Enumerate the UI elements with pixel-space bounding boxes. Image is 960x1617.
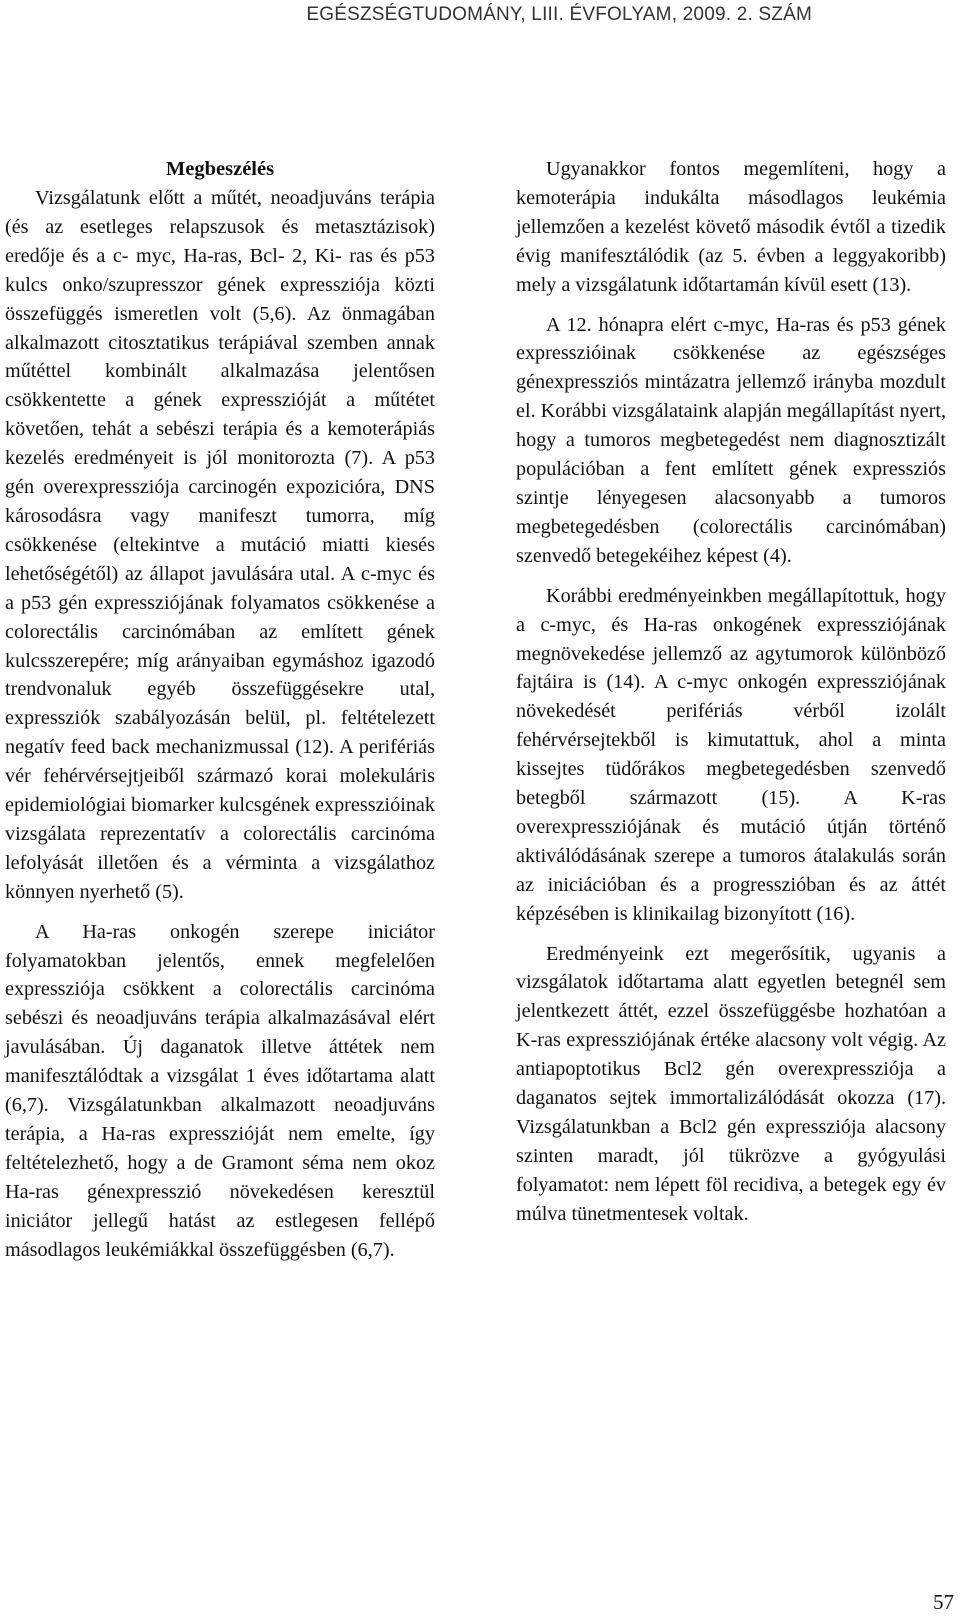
paragraph: A Ha-ras onkogén szerepe iniciátor folyamatokban jelentős, ennek megfelelően expressziója csökkent a colorectális carcinóma sebészi és neoadjuváns terápia alkalmazásával elért javulásában. Új daganatok illetve áttétek nem manifesztálódtak a vizsgálat 1 éves időtartama alatt (6,7). Vizsgálatunkban alkalmazott neoadjuváns terápia, a Ha-ras expresszióját nem emelte, így feltételezhető, hogy a de Gramont séma nem okoz Ha-ras génexpresszió növekedésen keresztül iniciátor jellegű hatást az estlegesen fellépő másodlagos leukémiákkal összefüggésben (6,7). xyxy=(5,920,435,1261)
left-column xyxy=(5,155,435,1265)
paragraph: Ugyanakkor fontos megemlíteni, hogy a kemoterápia indukálta másodlagos leukémia jellemzően a kezelést követő második évtől a tizedik évig manifesztálódik (az 5. évben a leggyakoribb) mely a vizsgálatunk időtartamán kívül esett (13). xyxy=(516,158,946,296)
paragraph: Eredményeink ezt megerősítik, ugyanis a vizsgálatok időtartama alatt egyetlen betegnél sem jelentkezett áttét, ezzel összefüggésbe hozhatóan a K-ras expressziójának értéke alacsony volt végig. Az antiapoptotikus Bcl2 gén overexpressziója a daganatos sejtek immortalizálódását okozza (17). Vizsgálatunkban a Bcl2 gén expressziója alacsony szinten maradt, jól tükrözve a gyógyulási folyamatot: nem lépett föl recidiva, a betegek egy év múlva tünetmentesek voltak. xyxy=(516,942,946,1225)
page-number: 57 xyxy=(933,1590,954,1614)
paragraph: A 12. hónapra elért c-myc, Ha-ras és p53 gének expresszióinak csökkenése az egészséges génexpressziós mintázatra jellemző irányba mozdult el. Korábbi vizsgálataink alapján megállapítást nyert, hogy a tumoros megbetegedést nem diagnosztizált populációban a fent említett gének expressziós szintje lényegesen alacsonyabb a tumoros megbetegedésben (colorectális carcinómában) szenvedő betegekéihez képest (4). xyxy=(516,313,946,567)
section-heading: Megbeszélés xyxy=(165,158,275,180)
paragraph: Vizsgálatunk előtt a műtét, neoadjuváns terápia (és az esetleges relapszusok és metasztázisok) eredője és a c- myc, Ha-ras, Bcl- 2, Ki- ras és p53 kulcs onko/szupresszor gének expressziója közti összefüggés ismeretlen volt (5,6). Az önmagában alkalmazott citosztatikus terápiával szemben annak műtéttel kombinált alkalmazása jelentősen csökkentette a gének expresszióját a műtétet követően, tehát a sebészi terápia és a kemoterápiás kezelés eredményeit is jól monitorozta (7). A p53 gén overexpressziója carcinogén expozicióra, DNS károsodásra vagy manifeszt tumorra, míg csökkenése (eltekintve a mutáció miatti kiesés lehetőségétől) az állapot javulására utal. A c-myc és a p53 gén expressziójának folyamatos csökkenése a colorectális carcinómában az említett gének kulcsszerepére; míg arányaiban egymáshoz igazodó trendvonaluk egyéb összefüggésekre utal, expressziók szabályozásán belül, pl. feltételezett negatív feed back mechanizmussal (12). A perifériás vér fehérvérsejtjeiből származó korai molekuláris epidemiológiai biomarker kulcsgének expresszióinak vizsgálata reprezentatív a colorectális carcinóma lefolyását illetően és a vérminta a vizsgálathoz könnyen nyerhető (5). xyxy=(5,187,435,903)
paragraph: Korábbi eredményeinkben megállapítottuk, hogy a c-myc, és Ha-ras onkogének expressziójának megnövekedése jellemző az agytumorok különböző fajtáira is (14). A c-myc onkogén expressziójának növekedését perifériás vérből izolált fehérvérsejtekből is kimutattuk, ahol a minta kissejtes tüdőrákos megbetegedésben szenvedő betegből származott (15). A K-ras overexpressziójának és mutáció útján történő aktiválódásának szerepe a tumoros átalakulás során az iniciációban és a progresszióban és az áttét képzésében is klinikailag bizonyított (16). xyxy=(516,584,946,925)
journal-header: EGÉSZSÉGTUDOMÁNY, LIII. ÉVFOLYAM, 2009. 2. SZÁM xyxy=(306,4,812,25)
right-column xyxy=(516,155,946,1229)
